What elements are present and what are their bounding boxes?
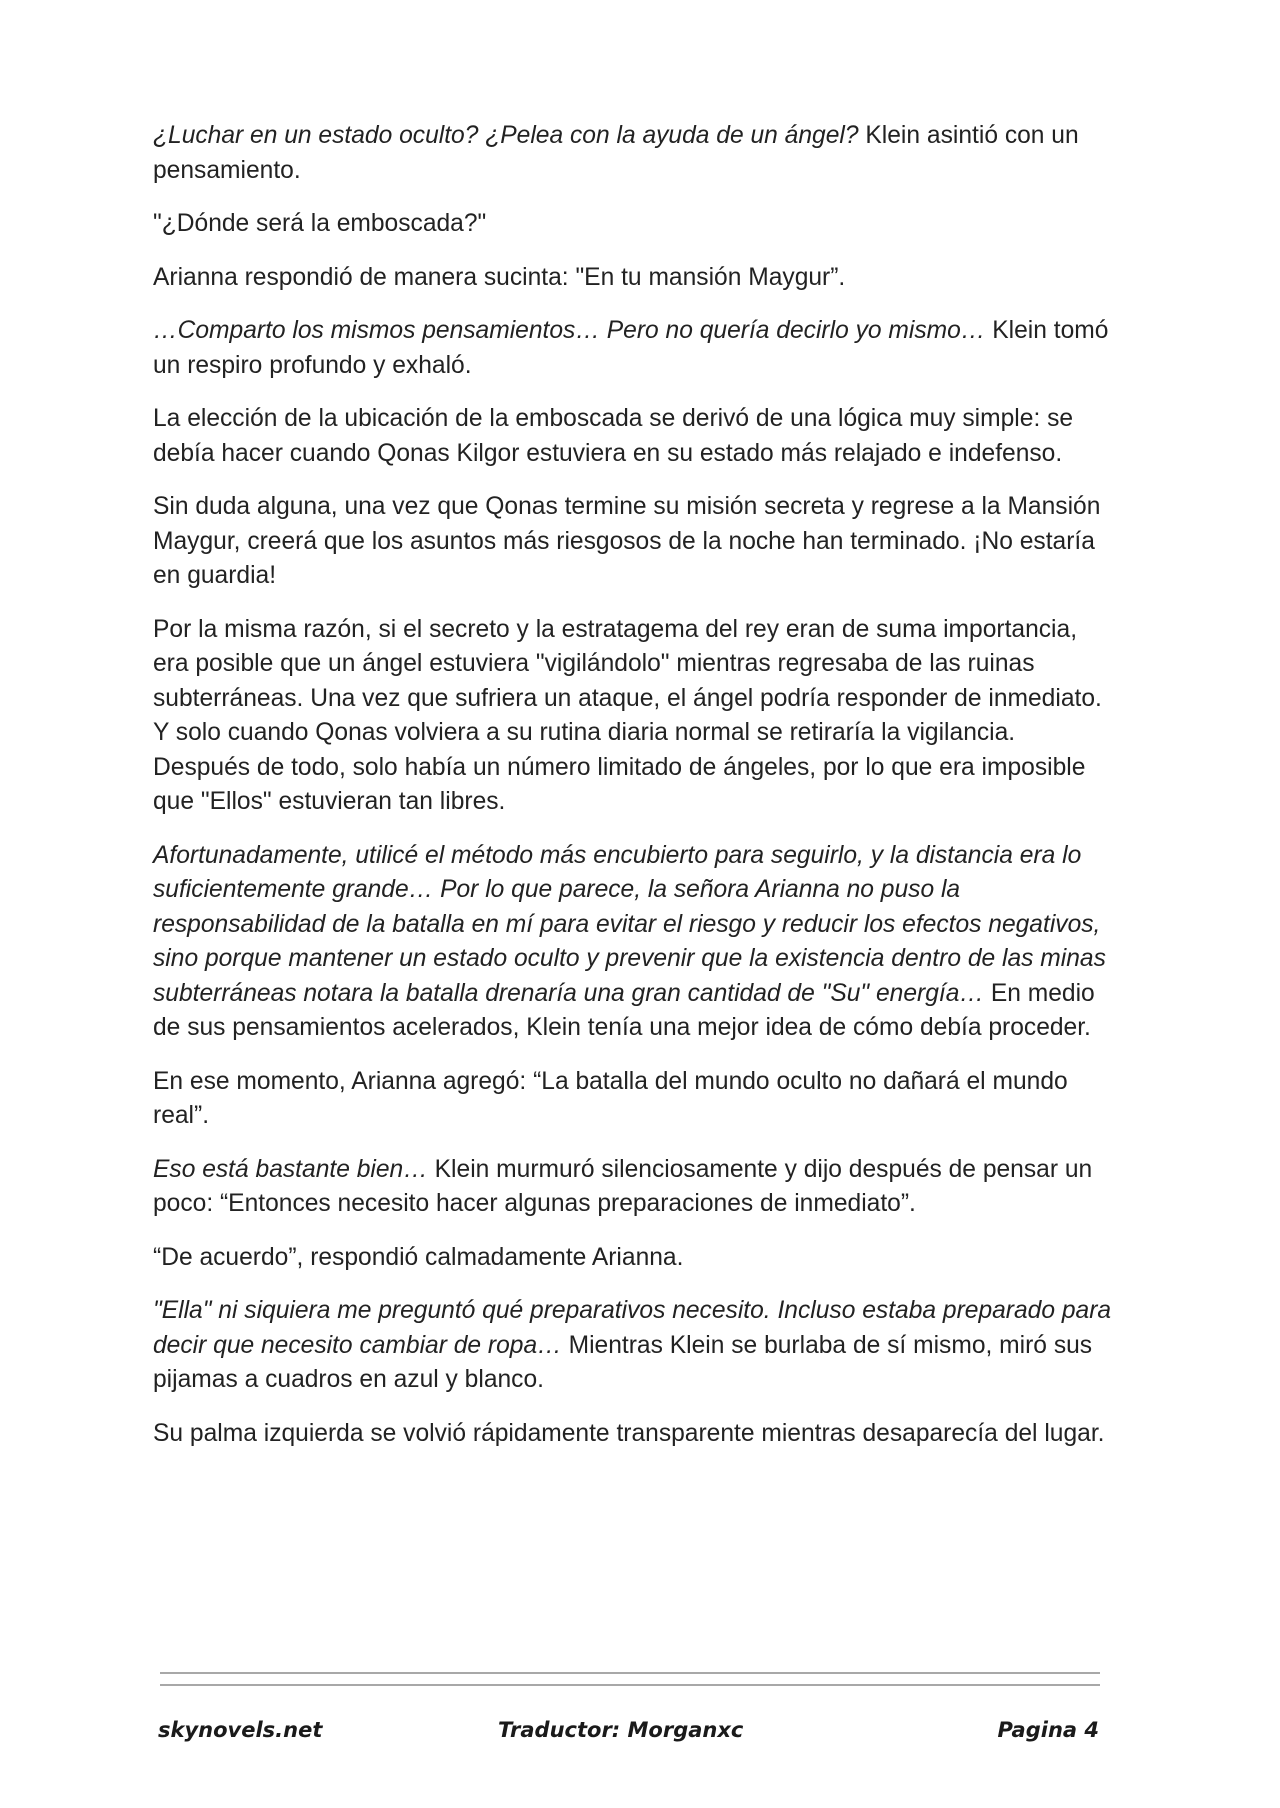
paragraph [153,261,1113,296]
footer-translator-credit: Traductor: Morganxc [498,1718,744,1742]
paragraph [153,1153,1113,1222]
italic-text-run: Eso está bastante bien… [153,1155,428,1183]
paragraph [153,402,1113,471]
text-run: En medio de sus pensamientos acelerados, Klein tenía una mejor idea de cómo debía proceder. [153,979,1095,1041]
paragraph [153,119,1113,188]
paragraph [153,839,1113,1046]
paragraph [153,1294,1113,1398]
text-run: “De acuerdo”, respondió calmadamente Arianna. [153,1243,684,1271]
paragraph [153,1065,1113,1134]
paragraph [153,314,1113,383]
paragraph [153,613,1113,820]
text-run: En ese momento, Arianna agregó: “La batalla del mundo oculto no dañará el mundo real”. [153,1067,1068,1129]
italic-text-run: …Comparto los mismos pensamientos… Pero no quería decirlo yo mismo… [153,317,986,344]
text-run: Sin duda alguna, una vez que Qonas termine su misión secreta y regrese a la Mansión Maygur, creerá que los asuntos más riesgosos de la noche han terminado. ¡No estaría en guardia! [153,493,1101,589]
footer-divider-bottom [160,1684,1100,1686]
text-run: Su palma izquierda se volvió rápidamente transparente mientras desaparecía del lugar. [153,1419,1105,1447]
paragraph [153,1417,1113,1452]
text-run: Klein murmuró silenciosamente y dijo después de pensar un poco: “Entonces necesito hacer algunas preparaciones de inmediato”. [153,1155,1093,1217]
paragraph [153,490,1113,594]
footer-divider-top [160,1672,1100,1674]
footer-site-name: skynovels.net [158,1718,323,1742]
paragraph [153,1241,1113,1276]
paragraph [153,207,1113,242]
text-run: Mientras Klein se burlaba de sí mismo, miró sus pijamas a cuadros en azul y blanco. [153,1331,1093,1393]
text-run: Klein asintió con un pensamiento. [153,122,1079,184]
text-run: La elección de la ubicación de la emboscada se derivó de una lógica muy simple: se debía hacer cuando Qonas Kilgor estuviera en su estado más relajado e indefenso. [153,405,1074,467]
text-run: Arianna respondió de manera sucinta: "En tu mansión Maygur”. [153,263,846,291]
italic-text-run: "Ella" ni siquiera me preguntó qué preparativos necesito. Incluso estaba preparado para decir que necesito cambiar de ropa… [153,1297,1112,1359]
italic-text-run: Afortunadamente, utilicé el método más encubierto para seguirlo, y la distancia era lo suficientemente grande… Por lo que parece, la señora Arianna no puso la responsabilidad de la batalla en mí para evitar el riesgo y reducir los efectos negativos, sino porque mantener un estado oculto y prevenir que la existencia dentro de las minas subterráneas notara la batalla drenaría una gran cantidad de "Su" energía… [153,841,1106,1007]
italic-text-run: ¿Luchar en un estado oculto? ¿Pelea con la ayuda de un ángel? [153,122,859,149]
chapter-body [153,119,1113,1470]
footer-page-number: Pagina 4 [997,1718,1099,1742]
text-run: Klein tomó un respiro profundo y exhaló. [153,317,1109,379]
text-run: "¿Dónde será la emboscada?" [153,210,487,237]
text-run: Por la misma razón, si el secreto y la estratagema del rey eran de suma importancia, era posible que un ángel estuviera "vigilándolo" mientras regresaba de las ruinas subterráneas. Una vez que sufriera un ataque, el ángel podría responder de inmediato. Y solo cuando Qonas volviera a su rutina diaria normal se retiraría la vigilancia. Después de todo, solo había un número limitado de ángeles, por lo que era imposible que "Ellos" estuvieran tan libres. [153,615,1102,815]
